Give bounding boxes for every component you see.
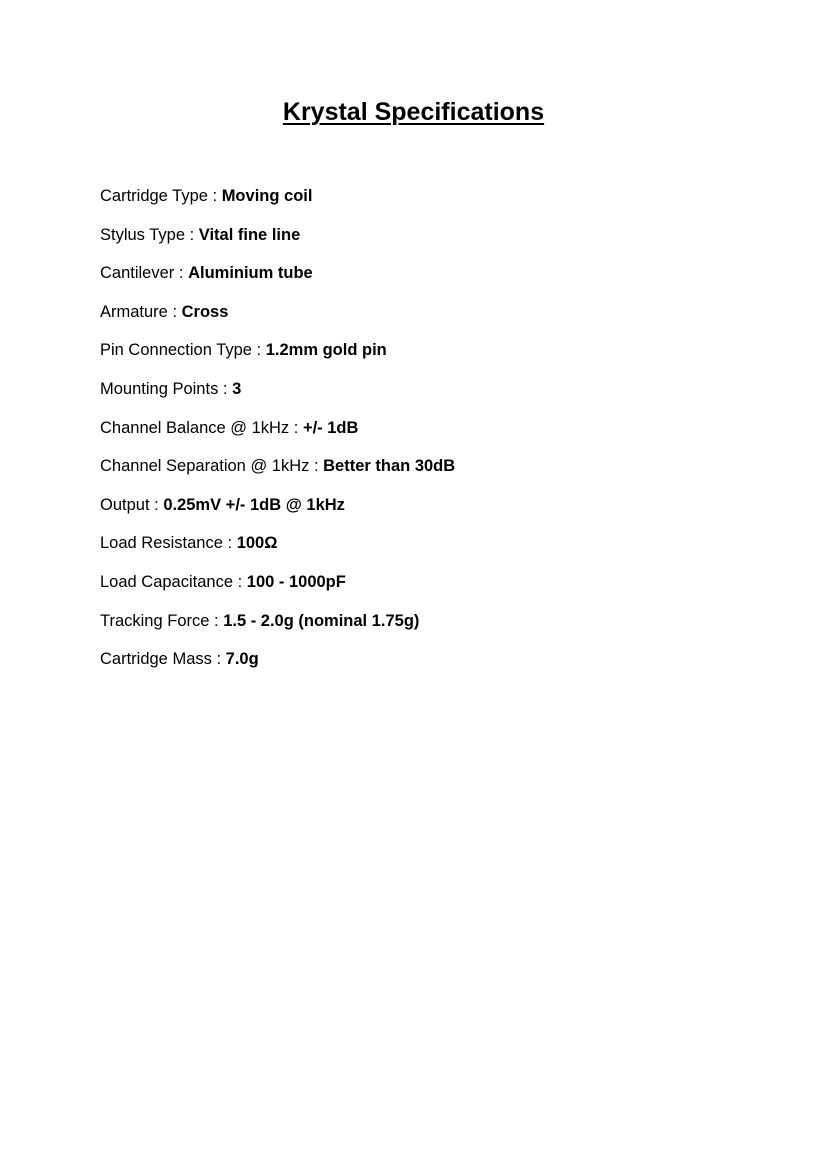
spec-label: Output [100, 495, 150, 514]
spec-value: Aluminium tube [188, 264, 313, 283]
spec-separator: : [207, 187, 222, 205]
spec-value: Cross [181, 302, 229, 321]
spec-row-tracking-force [100, 609, 780, 648]
spec-separator: : [233, 572, 247, 591]
spec-value: 100 - 1000pF [246, 572, 346, 591]
spec-row-mounting-points [100, 377, 780, 416]
spec-value: Better than 30dB [323, 457, 456, 476]
spec-separator: : [218, 379, 233, 398]
spec-row-load-resistance [100, 531, 780, 570]
spec-label: Cartridge Type [100, 187, 208, 205]
spec-value: 1.2mm gold pin [265, 341, 387, 360]
spec-separator: : [209, 611, 224, 630]
spec-row-stylus-type [100, 223, 780, 262]
spec-label: Pin Connection Type [100, 341, 252, 360]
spec-label: Load Capacitance [100, 572, 234, 591]
spec-row-channel-separation [100, 454, 780, 493]
spec-value: 0.25mV +/- 1dB @ 1kHz [163, 495, 345, 514]
spec-separator: : [174, 264, 189, 283]
spec-separator: : [167, 302, 182, 321]
spec-value: 7.0g [225, 650, 259, 669]
spec-label: Cartridge Mass [100, 650, 212, 669]
spec-separator: : [289, 418, 303, 437]
spec-row-channel-balance [100, 416, 780, 455]
spec-separator: : [222, 534, 237, 553]
spec-separator: : [309, 457, 324, 476]
spec-row-pin-connection-type [100, 338, 780, 377]
spec-separator: : [149, 495, 164, 514]
spec-label: Mounting Points [100, 379, 219, 398]
spec-label: Tracking Force [100, 611, 210, 630]
spec-value: 3 [232, 379, 242, 398]
spec-row-output [100, 493, 780, 532]
spec-label: Stylus Type [100, 225, 185, 244]
spec-value: +/- 1dB [302, 418, 359, 437]
spec-row-cantilever [100, 261, 780, 300]
spec-label: Channel Separation @ 1kHz [100, 457, 310, 476]
spec-value: 1.5 - 2.0g (nominal 1.75g) [223, 611, 420, 630]
spec-label: Load Resistance [100, 534, 223, 553]
spec-separator: : [211, 650, 226, 669]
spec-label: Channel Balance @ 1kHz [100, 418, 290, 437]
spec-row-load-capacitance [100, 570, 780, 609]
spec-separator: : [251, 341, 266, 360]
spec-row-armature [100, 300, 780, 339]
spec-label: Armature [100, 302, 168, 321]
spec-row-cartridge-mass [100, 647, 780, 686]
spec-row-cartridge-type [100, 184, 780, 223]
spec-label: Cantilever [100, 264, 175, 283]
spec-value: Vital fine line [198, 225, 301, 244]
spec-list [100, 184, 780, 686]
spec-value: 100Ω [236, 534, 278, 553]
spec-separator: : [185, 225, 199, 244]
page-title: Krystal Specifications [282, 98, 545, 126]
spec-value: Moving coil [221, 187, 313, 205]
